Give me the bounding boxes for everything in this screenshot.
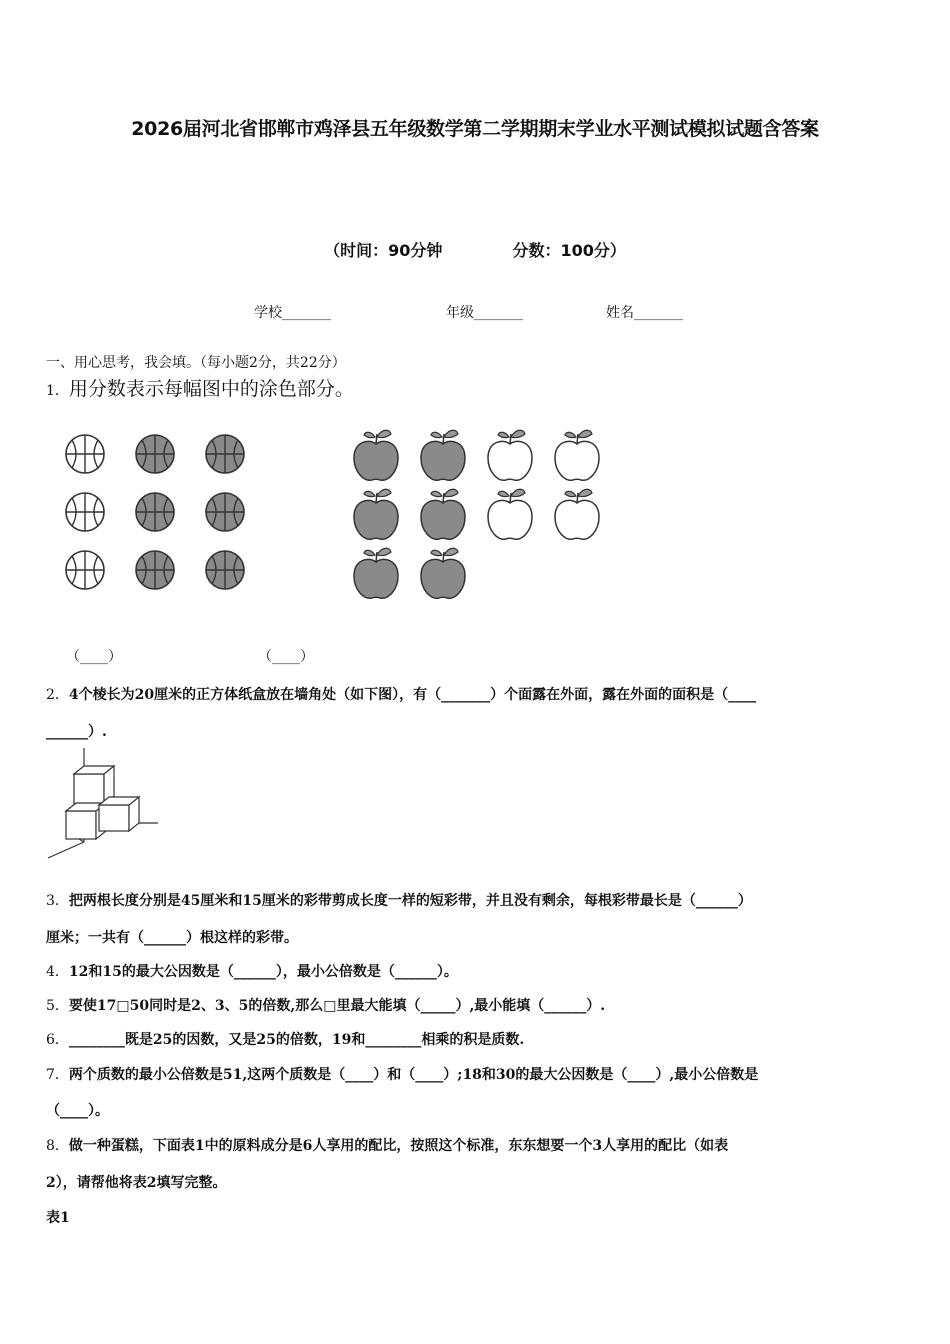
apple-shaded: [354, 548, 398, 598]
question-7: [46, 1064, 758, 1084]
basketball-shaded: [136, 551, 174, 589]
basketball-shaded: [206, 551, 244, 589]
basketball-shaded: [206, 435, 244, 473]
question-text: 两个质数的最小公倍数是51,这两个质数是（____）和（____）;18和30的最大公因数是（____）,最小公倍数是: [68, 1067, 759, 1083]
apple-unshaded: [488, 430, 532, 480]
question-2-continued: ______）.: [46, 724, 107, 740]
question-number: 2．: [46, 687, 69, 703]
question-number: 4．: [46, 964, 69, 980]
question-8: [46, 1135, 728, 1155]
apple-shaded: [354, 430, 398, 480]
question-number: 5．: [46, 998, 69, 1014]
question-3-continued: 厘米；一共有（______）根这样的彩带。: [46, 930, 298, 946]
apple-unshaded: [555, 430, 599, 480]
question-number: 7．: [46, 1067, 69, 1083]
apple-shaded: [421, 489, 465, 539]
question-3: [46, 890, 752, 910]
question-number: 1．: [46, 383, 69, 399]
basketball-shaded: [136, 493, 174, 531]
apple-shaded: [354, 489, 398, 539]
grade-field[interactable]: 年级_______: [446, 305, 523, 321]
question-text: 做一种蛋糕，下面表1中的原料成分是6人享用的配比，按照这个标准，东东想要一个3人享用的配比（如表: [68, 1138, 729, 1154]
school-field[interactable]: 学校_______: [254, 305, 331, 321]
apple-unshaded: [555, 489, 599, 539]
question-text: 12和15的最大公因数是（______），最小公倍数是（______）。: [68, 964, 458, 980]
question-text: 用分数表示每幅图中的涂色部分。: [68, 378, 354, 400]
answer-blank-basketballs[interactable]: （____）: [66, 649, 122, 665]
question-5: [46, 995, 605, 1015]
exam-meta: [0, 238, 950, 261]
question-text: 4个棱长为20厘米的正方体纸盒放在墙角处（如下图），有（_______）个面露在外面，露在外面的面积是（____: [68, 687, 757, 703]
apple-figure: [345, 424, 615, 599]
exam-score: 分数：100分）: [512, 241, 626, 260]
page-title: 2026届河北省邯郸市鸡泽县五年级数学第二学期期末学业水平测试模拟试题含答案: [131, 118, 819, 140]
cube-corner-figure: [44, 748, 164, 863]
table-1-label: 表1: [46, 1210, 70, 1226]
question-number: 8．: [46, 1138, 69, 1154]
question-1: [46, 374, 354, 401]
question-2: [46, 684, 756, 704]
answer-blank-apples[interactable]: （____）: [258, 649, 314, 665]
basketball-figure: [55, 426, 275, 601]
name-field[interactable]: 姓名_______: [606, 305, 683, 321]
question-7-continued: （____）。: [46, 1103, 109, 1119]
question-text: ________既是25的因数，又是25的倍数，19和________相乘的积是质数.: [68, 1032, 525, 1048]
question-number: 3．: [46, 893, 69, 909]
question-number: 6．: [46, 1032, 69, 1048]
question-text: 要使17□50同时是2、3、5的倍数,那么□里最大能填（_____）,最小能填（______）.: [68, 998, 606, 1014]
basketball-unshaded: [66, 493, 104, 531]
question-6: [46, 1029, 524, 1049]
basketball-unshaded: [66, 435, 104, 473]
basketball-unshaded: [66, 551, 104, 589]
question-8-continued: 2），请帮他将表2填写完整。: [46, 1175, 227, 1191]
basketball-shaded: [206, 493, 244, 531]
basketball-shaded: [136, 435, 174, 473]
section-heading: 一、用心思考，我会填。（每小题2分，共22分）: [46, 355, 346, 371]
apple-shaded: [421, 430, 465, 480]
question-4: [46, 961, 458, 981]
question-text: 把两根长度分别是45厘米和15厘米的彩带剪成长度一样的短彩带，并且没有剩余，每根彩带最长是（______）: [68, 893, 752, 909]
apple-shaded: [421, 548, 465, 598]
apple-unshaded: [488, 489, 532, 539]
exam-time: （时间：90分钟: [324, 241, 443, 260]
